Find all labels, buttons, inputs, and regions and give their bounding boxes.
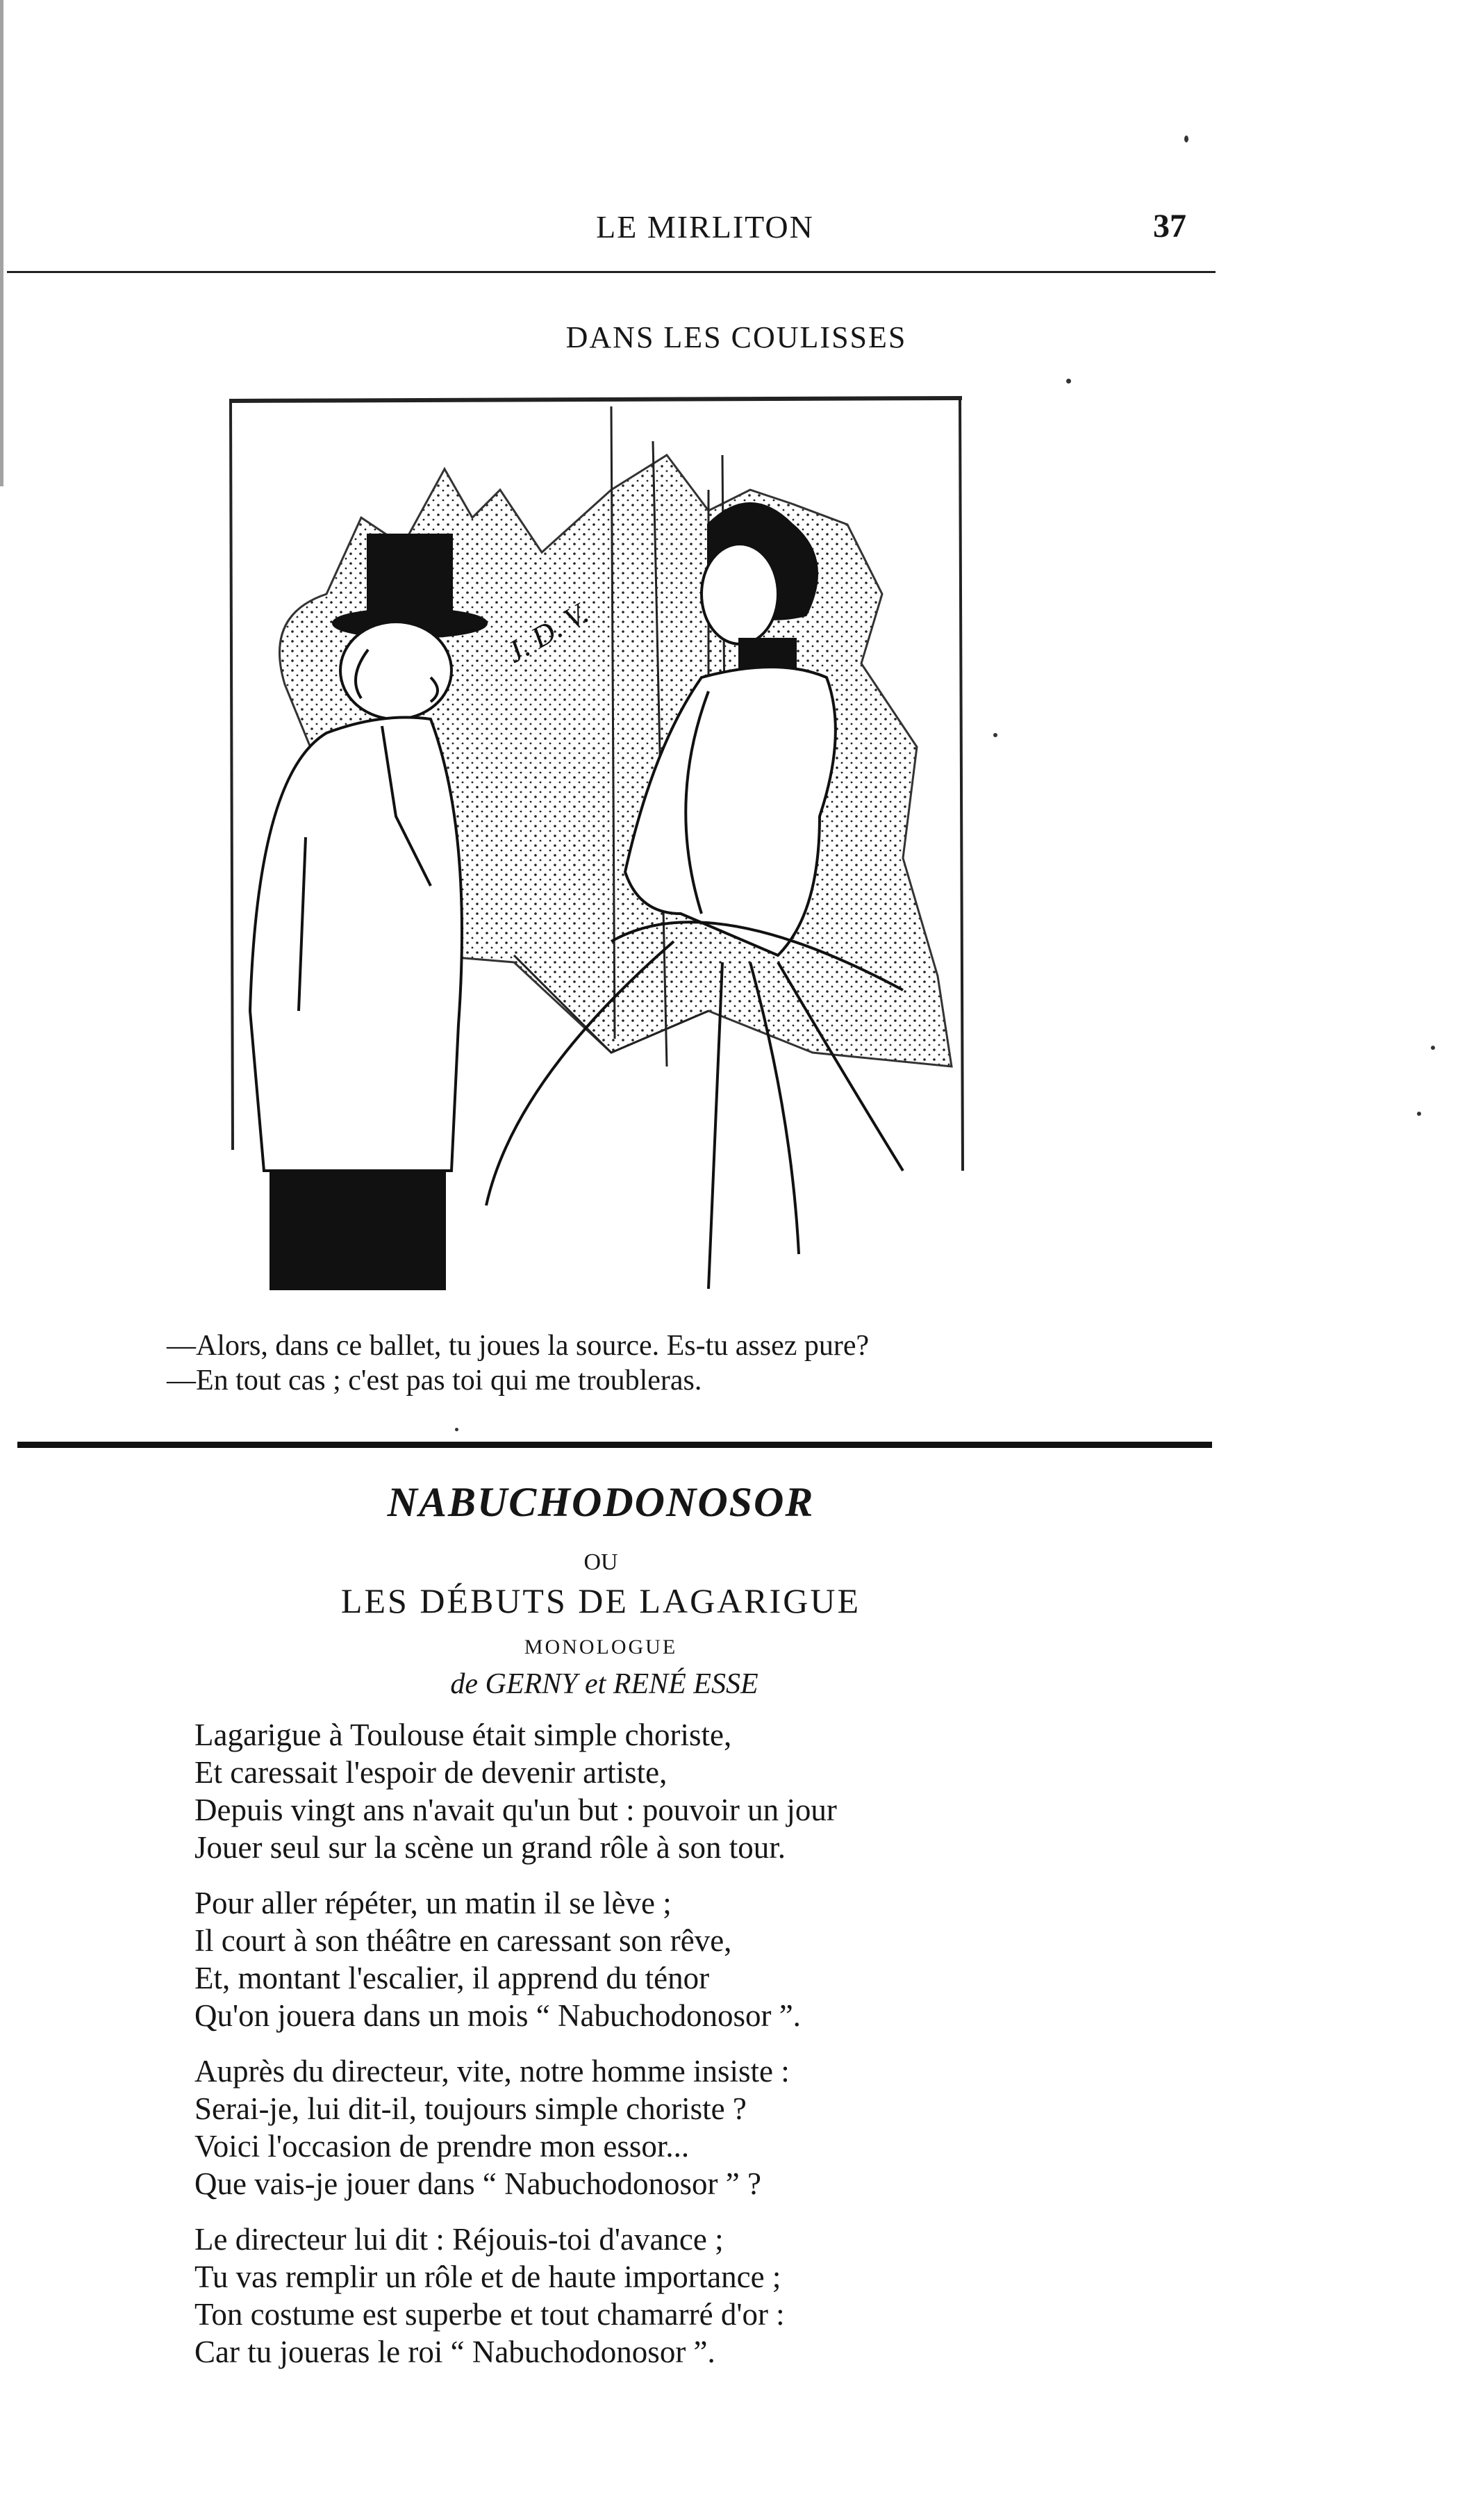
poem-connector: OU xyxy=(583,1549,618,1575)
scan-speck xyxy=(1431,1046,1435,1050)
running-title: LE MIRLITON xyxy=(596,209,814,245)
verse-line: Jouer seul sur la scène un grand rôle à son tour. xyxy=(194,1830,786,1865)
illustration-signature: J. D. V. xyxy=(500,595,595,670)
stanza xyxy=(194,2052,1097,2202)
caption-line: —Alors, dans ce ballet, tu joues la source. Es-tu assez pure? xyxy=(167,1330,870,1362)
verse-line: Et caressait l'espoir de devenir artiste, xyxy=(194,1755,667,1790)
section-title: DANS LES COULISSES xyxy=(565,320,907,354)
verse-line: Serai-je, lui dit-il, toujours simple choriste ? xyxy=(194,2091,747,2126)
scan-speck xyxy=(1066,379,1071,384)
poem-genre: MONOLOGUE xyxy=(524,1636,678,1658)
illustration-caption xyxy=(167,1328,1070,1398)
stanza xyxy=(194,1716,1097,1866)
verse-line: Le directeur lui dit : Réjouis-toi d'avance ; xyxy=(194,2222,724,2257)
page-number: 37 xyxy=(1153,208,1186,245)
poem-subtitle: LES DÉBUTS DE LAGARIGUE xyxy=(340,1581,861,1620)
verse-line: Lagarigue à Toulouse était simple choriste, xyxy=(194,1718,732,1752)
stanza xyxy=(194,1884,1097,2034)
poem-title: NABUCHODONOSOR xyxy=(387,1479,815,1525)
scan-speck xyxy=(1184,135,1188,142)
verse-line: Voici l'occasion de prendre mon essor... xyxy=(194,2129,690,2164)
page-edge-shadow xyxy=(0,0,16,486)
verse-line: Pour aller répéter, un matin il se lève ; xyxy=(194,1886,672,1920)
scan-speck xyxy=(1417,1112,1421,1116)
verse-line: Depuis vingt ans n'avait qu'un but : pouvoir un jour xyxy=(194,1793,837,1827)
poem-authors: de GERNY et RENÉ ESSE xyxy=(450,1668,758,1700)
verse-line: Auprès du directeur, vite, notre homme insiste : xyxy=(194,2054,790,2089)
verse-line: Que vais-je jouer dans “ Nabuchodonosor ” ? xyxy=(194,2166,761,2201)
poem-body xyxy=(194,1716,1097,2389)
scan-speck xyxy=(993,733,997,737)
stanza xyxy=(194,2221,1097,2371)
verse-line: Tu vas remplir un rôle et de haute importance ; xyxy=(194,2259,781,2294)
section-divider xyxy=(17,1442,1212,1448)
verse-line: Ton costume est superbe et tout chamarré d'or : xyxy=(194,2297,785,2332)
header-rule xyxy=(7,271,1216,273)
caption-line: —En tout cas ; c'est pas toi qui me troubleras. xyxy=(167,1365,702,1397)
scan-speck xyxy=(455,1428,458,1431)
verse-line: Qu'on jouera dans un mois “ Nabuchodonosor ”. xyxy=(194,1998,801,2033)
verse-line: Car tu joueras le roi “ Nabuchodonosor ”. xyxy=(194,2334,715,2369)
verse-line: Et, montant l'escalier, il apprend du ténor xyxy=(194,1961,710,1995)
illustration-backstage xyxy=(222,386,979,1306)
verse-line: Il court à son théâtre en caressant son rêve, xyxy=(194,1923,732,1958)
